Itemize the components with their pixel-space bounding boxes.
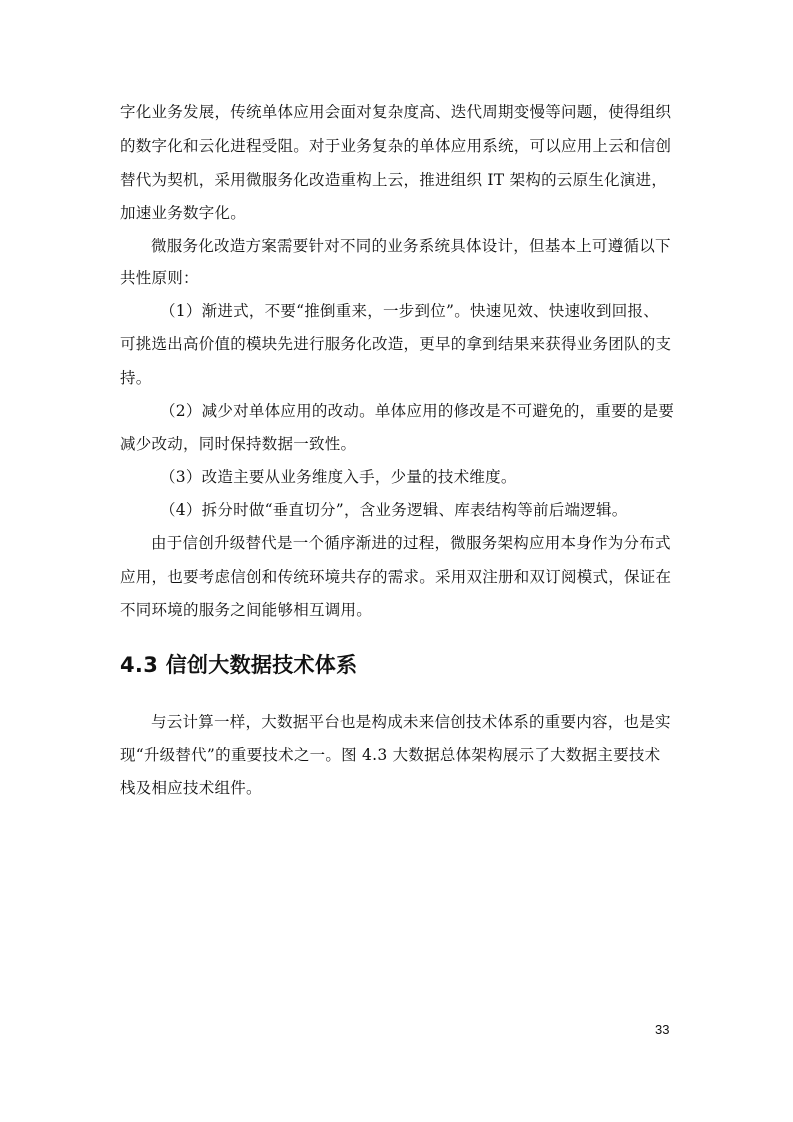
body-text-line: 应用，也要考虑信创和传统环境共存的需求。采用双注册和双订阅模式，保证在 [120, 568, 672, 586]
body-text-line: 不同环境的服务之间能够相互调用。 [120, 601, 373, 619]
body-text-line: 与云计算一样，大数据平台也是构成未来信创技术体系的重要内容，也是实 [151, 713, 671, 731]
body-text-line: 共性原则： [120, 269, 199, 287]
principle-line: （1）渐进式，不要“推倒重来，一步到位”。快速见效、快速收到回报、 [160, 302, 659, 320]
body-text-line: 栈及相应技术组件。 [120, 779, 262, 797]
body-text-line: 加速业务数字化。 [120, 204, 247, 222]
body-text-line: 微服务化改造方案需要针对不同的业务系统具体设计，但基本上可遵循以下 [151, 237, 671, 255]
principle-line: 持。 [120, 369, 152, 387]
principle-line: （2）减少对单体应用的改动。单体应用的修改是不可避免的，重要的是要 [160, 402, 675, 420]
principle-line: 减少改动，同时保持数据一致性。 [120, 435, 357, 453]
body-text-line: 由于信创升级替代是一个循序渐进的过程，微服务架构应用本身作为分布式 [151, 534, 671, 552]
body-text-line: 字化业务发展，传统单体应用会面对复杂度高、迭代周期变慢等问题，使得组织 [120, 103, 672, 121]
page-number: 33 [655, 1022, 670, 1037]
body-text-line: 的数字化和云化进程受阻。对于业务复杂的单体应用系统，可以应用上云和信创 [120, 137, 672, 155]
principle-line: （4）拆分时做“垂直切分”，含业务逻辑、库表结构等前后端逻辑。 [160, 501, 628, 519]
body-text-line: 现“升级替代”的重要技术之一。图 4.3 大数据总体架构展示了大数据主要技术 [120, 746, 661, 764]
principle-line: 可挑选出高价值的模块先进行服务化改造，更早的拿到结果来获得业务团队的支 [120, 335, 672, 353]
principle-line: （3）改造主要从业务维度入手，少量的技术维度。 [160, 468, 517, 486]
section-heading: 4.3 信创大数据技术体系 [120, 653, 358, 677]
body-text-line: 替代为契机，采用微服务化改造重构上云，推进组织 IT 架构的云原生化演进， [120, 171, 668, 189]
